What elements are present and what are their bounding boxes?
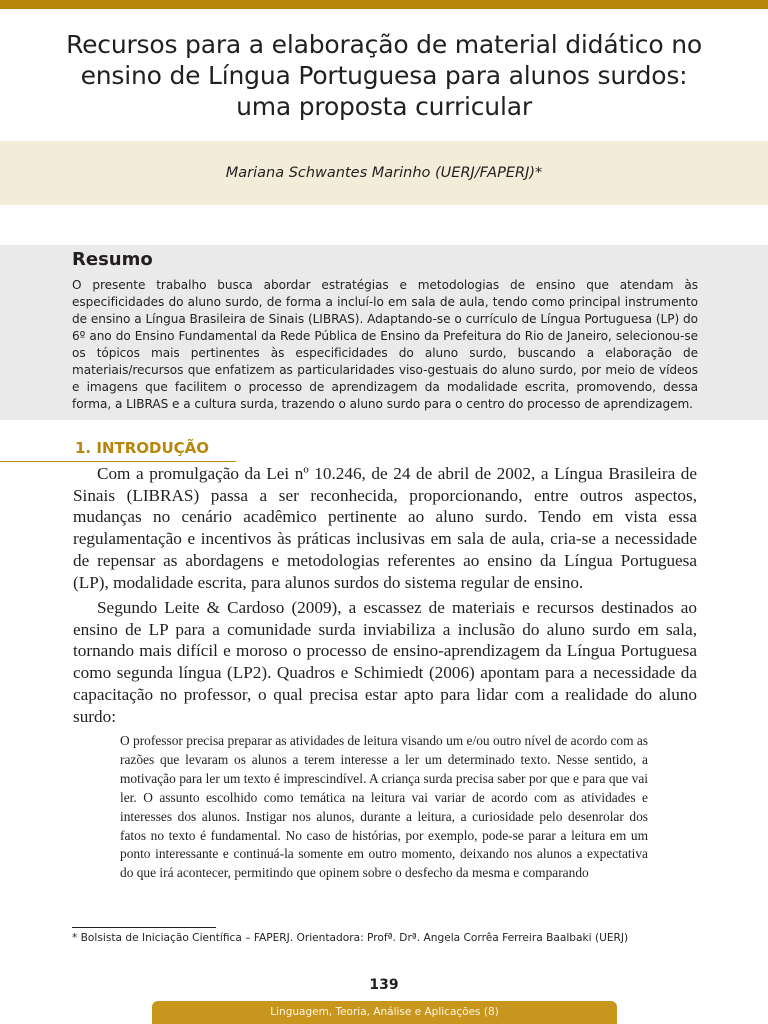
- article-title: Recursos para a elaboração de material didático no ensino de Língua Portuguesa para alunos surdos: uma proposta curricular: [66, 30, 702, 121]
- publication-name: Linguagem, Teoria, Análise e Aplicações (8): [270, 1006, 499, 1018]
- article-author: Mariana Schwantes Marinho (UERJ/FAPERJ)*: [225, 165, 543, 181]
- body-paragraph-2: Segundo Leite & Cardoso (2009), a escassez de materiais e recursos destinados ao ensino de LP para a comunidade surda inviabiliza a inclusão do aluno surdo em sala, tornando mais difícil e moroso o processo de ensino-aprendizagem da Língua Portuguesa como segunda língua (LP2). Quadros e Schimiedt (2006) apontam para a necessidade da capacitação no professor, o qual precisa estar apto para lidar com a realidade do aluno surdo:: [73, 598, 697, 726]
- section-divider: [0, 461, 236, 462]
- section-heading: 1. INTRODUÇÃO: [75, 439, 210, 457]
- body-paragraph-1: Com a promulgação da Lei nº 10.246, de 24 de abril de 2002, a Língua Brasileira de Sinais (LIBRAS) passa a ser reconhecida, proporcionando, entre outros aspectos, mudanças no cenário acadêmico pertinente ao aluno surdo. Tendo em vista essa regulamentação e incentivos às práticas inclusivas em sala de aula, cria-se a necessidade de repensar as abordagens e metodologias referentes ao ensino da Língua Portuguesa (LP), modalidade escrita, para alunos surdos do sistema regular de ensino.: [73, 464, 697, 592]
- abstract-text: O presente trabalho busca abordar estratégias e metodologias de ensino que atendam às especificidades do aluno surdo, de forma a incluí-lo em sala de aula, tendo como principal instrumento de ensino a Língua Brasileira de Sinais (LIBRAS). Adaptando-se o currículo de Língua Portuguesa (LP) do 6º ano do Ensino Fundamental da Rede Pública de Ensino da Prefeitura do Rio de Janeiro, selecionou-se os tópicos mais pertinentes às especificidades do aluno surdo, buscando a elaboração de materiais/recursos que enfatizem as particularidades viso-gestuais do aluno surdo, por meio de vídeos e imagens que facilitem o processo de aprendizagem da modalidade escrita, promovendo, dessa forma, a LIBRAS e a cultura surda, trazendo o aluno surdo para o centro do processo de aprendizagem.: [72, 278, 698, 411]
- block-quote: O professor precisa preparar as atividades de leitura visando um e/ou outro nível de acordo com as razões que levaram os alunos a terem interesse a ler um determinado texto. Nesse sentido, a motivação para ler um texto é imprescindível. A criança surda precisa saber por que e para que vai ler. O assunto escolhido como temática na leitura vai variar de acordo com as atividades e interesses dos alunos. Instigar nos alunos, durante a leitura, a curiosidade pelo desenrolar dos fatos no texto é fundamental. No caso de histórias, por exemplo, pode-se parar a leitura em um ponto interessante e continuá-la somente em outro momento, deixando nos alunos a expectativa do que irá acontecer, permitindo que opinem sobre o desfecho da mesma e comparando: [120, 733, 649, 881]
- footnote-divider: [72, 927, 216, 928]
- abstract-heading: Resumo: [72, 249, 153, 270]
- page-number: 139: [369, 977, 399, 993]
- top-accent-bar: [0, 0, 768, 9]
- footnote: * Bolsista de Iniciação Científica – FAPERJ. Orientadora: Profª. Drª. Angela Corrêa Ferreira Baalbaki (UERJ): [72, 932, 629, 944]
